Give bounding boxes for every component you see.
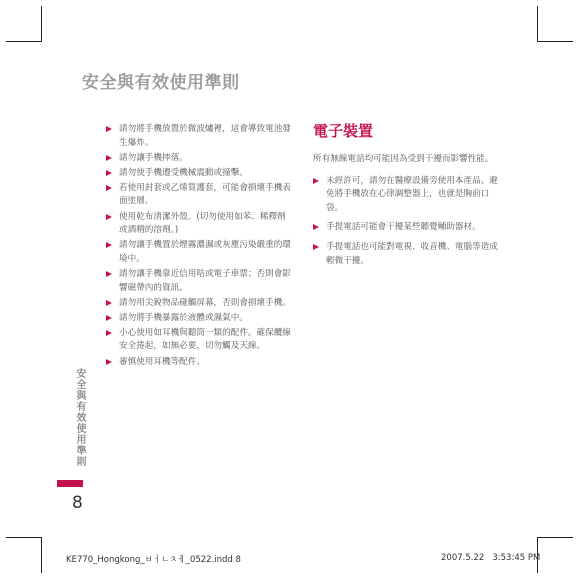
arrow-bullet-icon: [106, 185, 112, 191]
list-item: [106, 327, 292, 354]
arrow-bullet-icon: [106, 330, 112, 336]
list-item-text: 未經許可，請勿在醫療設備旁使用本產品。避免將手機放在心律調整器上，也就是胸前口袋。: [326, 175, 498, 213]
list-item-text: 請勿使手機遭受機械震動或撞擊。: [119, 167, 248, 178]
list-item-text: 手提電話可能會干擾某些聽覺輔助器材。: [326, 222, 481, 233]
arrow-bullet-icon: [106, 359, 112, 365]
list-item: [106, 152, 292, 166]
crop-mark: [6, 537, 42, 538]
crop-mark: [41, 6, 42, 42]
list-item: [106, 239, 292, 266]
footer-timestamp: 2007.5.22 3:53:45 PM: [441, 553, 541, 563]
list-item-text: 請勿讓手機摔落。: [119, 152, 188, 163]
list-item: [106, 167, 292, 181]
list-item: [106, 123, 292, 150]
crop-mark: [41, 537, 42, 573]
list-item: [313, 221, 503, 235]
page-marker-bar: [57, 480, 83, 487]
list-item: [106, 356, 292, 370]
arrow-bullet-icon: [106, 315, 112, 321]
list-item-text: 若使用封套或乙烯質護套，可能會損壞手機表面塗層。: [119, 182, 291, 207]
crop-mark: [6, 41, 42, 42]
section-intro: 所有無線電話均可能因為受到干擾而影響性能。: [313, 154, 494, 164]
list-item-text: 請勿將手機暴露於液體或濕氣中。: [119, 312, 248, 323]
arrow-bullet-icon: [313, 244, 319, 250]
list-item-text: 請勿用尖銳物品碰觸屏幕，否則會損壞手機。: [119, 297, 291, 308]
list-item-text: 審慎使用耳機等配件。: [119, 356, 205, 367]
list-item: [106, 182, 292, 209]
right-column: [313, 120, 503, 274]
list-item: [106, 312, 292, 326]
page-title: 安全與有效使用準則: [82, 73, 240, 93]
arrow-bullet-icon: [106, 170, 112, 176]
side-section-label: 安全與有效使用準則: [74, 368, 85, 467]
crop-mark: [537, 6, 538, 42]
list-item: [106, 297, 292, 311]
list-item: [313, 175, 503, 216]
arrow-bullet-icon: [313, 178, 319, 184]
arrow-bullet-icon: [106, 214, 112, 220]
arrow-bullet-icon: [106, 271, 112, 277]
section-heading: 電子裝置: [313, 122, 374, 140]
list-item-text: 使用乾布清潔外殼。(切勿使用如苯、稀釋劑或酒精的溶劑。): [119, 211, 286, 236]
left-column: [106, 123, 292, 371]
list-item: [106, 211, 292, 238]
safety-list: [106, 123, 292, 369]
list-item-text: 請勿將手機放置於微波爐裡，這會導致電池發生爆炸。: [119, 124, 291, 148]
list-item-text: 手提電話也可能對電視、收音機、電腦等造成輕微干擾。: [326, 241, 498, 266]
list-item-text: 小心使用如耳機與聽筒一類的配件。確保纜線安全捲起，如無必要，切勿觸及天線。: [119, 327, 291, 352]
arrow-bullet-icon: [106, 155, 112, 161]
device-list: [313, 175, 503, 269]
arrow-bullet-icon: [106, 126, 112, 132]
list-item: [313, 241, 503, 268]
list-item: [106, 268, 292, 295]
arrow-bullet-icon: [313, 224, 319, 230]
footer-filename: KE770_Hongkong_ㅂㅓㄴㅊㅔ_0522.indd 8: [66, 555, 241, 565]
list-item-text: 請勿讓手機靠近信用咭或電子車票；否則會影響磁帶內的資訊。: [119, 268, 291, 293]
arrow-bullet-icon: [106, 300, 112, 306]
arrow-bullet-icon: [106, 242, 112, 248]
page-number: 8: [72, 493, 83, 513]
list-item-text: 請勿讓手機置於煙霧濃濕或灰塵污染嚴重的環境中。: [119, 240, 291, 264]
crop-mark: [537, 537, 573, 538]
crop-mark: [537, 41, 573, 42]
